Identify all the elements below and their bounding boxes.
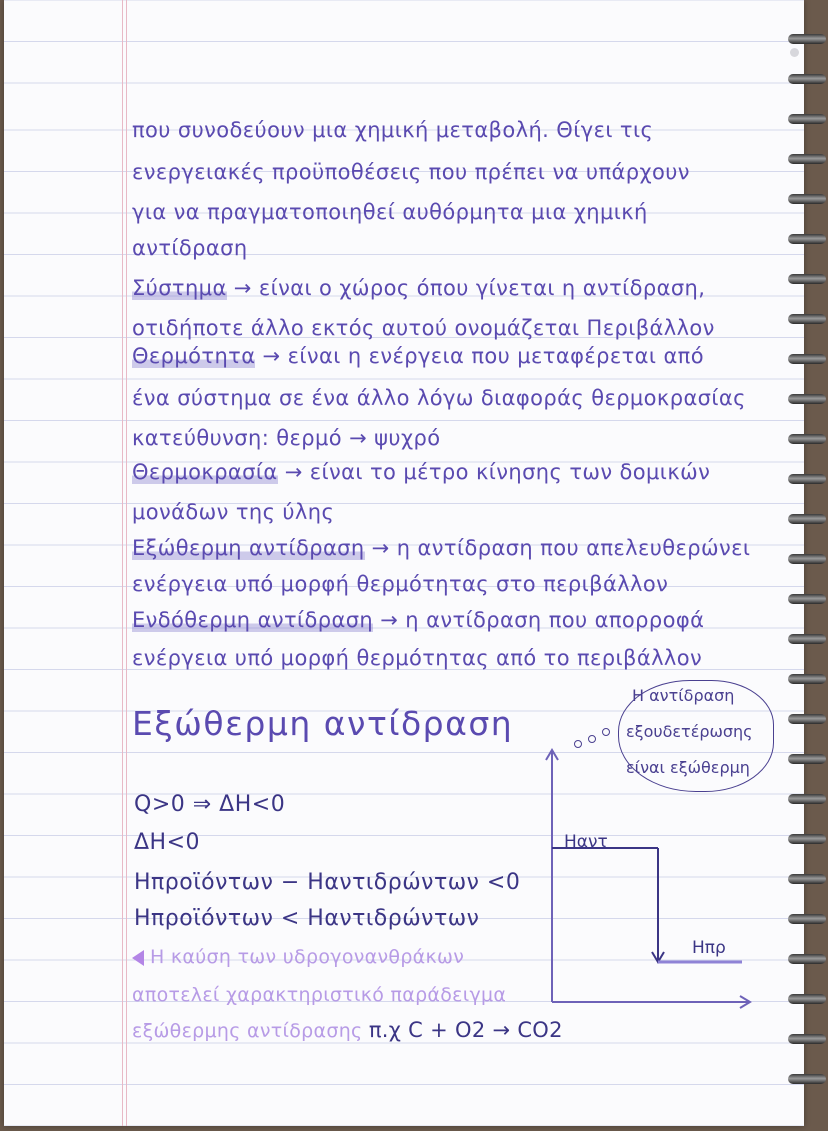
term-heat: Θερμότητα [132, 344, 256, 368]
equation-4: Hπροϊόντων < Hαντιδρώντων [134, 906, 480, 931]
spiral-coil [788, 1074, 826, 1084]
term-system: Σύστημα [132, 276, 227, 300]
spiral-coil [788, 114, 826, 124]
note-line-3-text: εξώθερμης αντίδρασης [132, 1020, 363, 1042]
notebook-page [4, 0, 804, 1126]
spiral-coil [788, 714, 826, 724]
definition-exothermic-text: → η αντίδραση που απελευθερώνει [364, 536, 751, 560]
spiral-coil [788, 674, 826, 684]
margin-line [122, 0, 123, 1126]
cloud-line-2: εξουδετέρωσης [626, 722, 753, 741]
spiral-coil [788, 954, 826, 964]
definition-system-text: → είναι ο χώρος όπου γίνεται η αντίδραση, [226, 276, 706, 300]
term-temperature: Θερμοκρασία [132, 460, 278, 484]
equation-3: Hπροϊόντων − Hαντιδρώντων <0 [134, 870, 521, 895]
label-products: Hπρ [692, 938, 726, 958]
note-line-2: αποτελεί χαρακτηριστικό παράδειγμα [132, 984, 507, 1006]
spiral-binding [784, 34, 828, 1104]
note-line-3 [132, 1018, 563, 1042]
spiral-coil [788, 34, 826, 44]
text-line-6: οτιδήποτε άλλο εκτός αυτού ονομάζεται Περιβάλλον [132, 316, 715, 340]
text-line-8: ένα σύστημα σε ένα άλλο λόγω διαφοράς θερμοκρασίας [132, 386, 746, 410]
spiral-coil [788, 994, 826, 1004]
equation-2: ΔH<0 [134, 830, 201, 855]
definition-system [132, 276, 705, 300]
definition-heat-text: → είναι η ενέργεια που μεταφέρεται από [255, 344, 704, 368]
spiral-coil [788, 794, 826, 804]
note-line-1-text: Η καύση των υδρογονανθράκων [150, 946, 465, 968]
spiral-coil [788, 594, 826, 604]
spiral-coil [788, 1034, 826, 1044]
definition-endothermic-text: → η αντίδραση που απορροφά [373, 608, 705, 632]
spiral-coil [788, 474, 826, 484]
definition-temperature-text: → είναι το μέτρο κίνησης των δομικών [277, 460, 711, 484]
spiral-coil [788, 434, 826, 444]
definition-temperature [132, 460, 710, 484]
enthalpy-diagram [544, 740, 764, 1010]
spiral-coil [788, 354, 826, 364]
spiral-coil [788, 634, 826, 644]
spiral-coil [788, 154, 826, 164]
spiral-coil [788, 234, 826, 244]
spiral-coil [788, 74, 826, 84]
bullet-triangle-icon [132, 950, 144, 966]
text-line-3: για να πραγματοποιηθεί αυθόρμητα μια χημική [132, 200, 648, 224]
spiral-coil [788, 514, 826, 524]
spiral-coil [788, 754, 826, 764]
note-example: π.χ C + O2 → CO2 [368, 1018, 563, 1042]
note-line-1 [132, 946, 464, 968]
section-title: Εξώθερμη αντίδραση [132, 704, 514, 743]
spiral-coil [788, 194, 826, 204]
spiral-coil [788, 874, 826, 884]
text-line-2: ενεργειακές προϋποθέσεις που πρέπει να υπάρχουν [132, 160, 690, 184]
term-endothermic: Ενδόθερμη αντίδραση [132, 608, 374, 632]
spiral-coil [788, 274, 826, 284]
margin-line-second [126, 0, 127, 1126]
text-line-15: ενέργεια υπό μορφή θερμότητας από το περιβάλλον [132, 646, 703, 670]
equation-1: Q>0 ⇒ ΔH<0 [134, 792, 286, 817]
label-reactants: Hαντ [564, 832, 608, 852]
text-line-4: αντίδραση [132, 236, 248, 260]
cloud-line-1: Η αντίδραση [632, 686, 735, 705]
term-exothermic: Εξώθερμη αντίδραση [132, 536, 365, 560]
text-line-1: που συνοδεύουν μια χημική μεταβολή. Θίγει τις [132, 118, 654, 142]
spiral-coil [788, 554, 826, 564]
spiral-coil [788, 914, 826, 924]
spiral-coil [788, 314, 826, 324]
text-line-11: μονάδων της ύλης [132, 500, 335, 524]
definition-exothermic [132, 536, 750, 560]
cloud-bubble-3 [602, 728, 610, 736]
spiral-coil [788, 394, 826, 404]
text-line-13: ενέργεια υπό μορφή θερμότητας στο περιβάλλον [132, 572, 669, 596]
definition-heat [132, 344, 704, 368]
cloud-line-3: είναι εξώθερμη [626, 758, 750, 777]
spiral-coil [788, 834, 826, 844]
definition-endothermic [132, 608, 704, 632]
text-line-9: κατεύθυνση: θερμό → ψυχρό [132, 426, 441, 450]
